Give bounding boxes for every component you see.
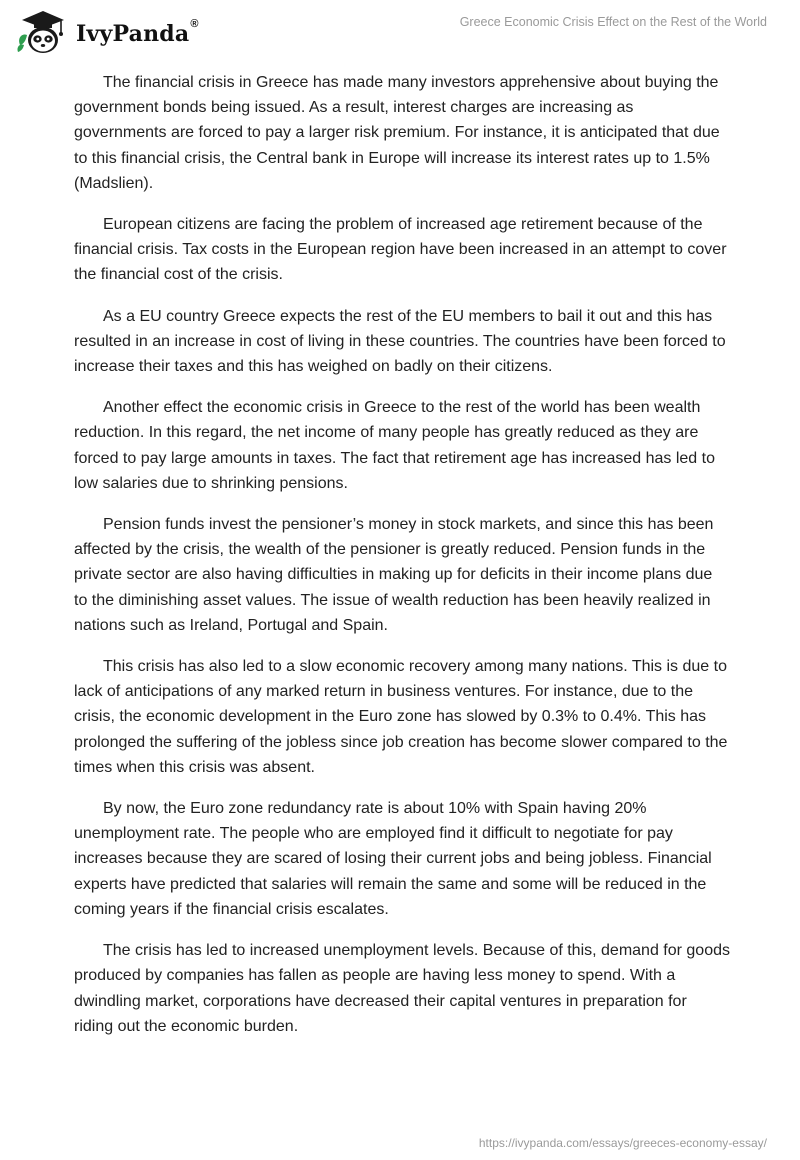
paragraph: This crisis has also led to a slow economic recovery among many nations. This is due to lack of anticipations of any marked return in business ventures. For instance, due to the crisis, the economic development in the Euro zone has slowed by 0.3% to 0.4%. This has prolonged the suffering of the jobless since job creation has become slower compared to the times when this crisis was absent. (74, 658, 728, 776)
brand-name-text: IvyPanda (76, 21, 190, 47)
panda-graduation-cap-icon (14, 8, 72, 56)
paragraph: European citizens are facing the problem of increased age retirement because of the financial crisis. Tax costs in the European region have been increased in an attempt to cover the financial cost of the crisis. (74, 216, 727, 284)
paragraph: Pension funds invest the pensioner’s money in stock markets, and since this has been affected by the crisis, the wealth of the pensioner is greatly reduced. Pension funds in the private sector are also having difficulties in making up for deficits in their income plans due to the diminishing asset values. The issue of wealth reduction has been heavily realized in nations such as Ireland, Portugal and Spain. (74, 516, 714, 634)
registered-mark: ® (190, 18, 199, 30)
document-title: Greece Economic Crisis Effect on the Rest of the World (459, 15, 767, 29)
source-url[interactable]: https://ivypanda.com/essays/greeces-economy-essay/ (478, 1136, 767, 1150)
brand-name (76, 18, 199, 47)
paragraph: The financial crisis in Greece has made many investors apprehensive about buying the government bonds being issued. As a result, interest charges are increasing as governments are forced to pay a larger risk premium. For instance, it is anticipated that due to this financial crisis, the Central bank in Europe will increase its interest rates up to 1.5% (Madslien). (74, 74, 720, 192)
paragraph: By now, the Euro zone redundancy rate is about 10% with Spain having 20% unemployment rate. The people who are employed find it difficult to negotiate for pay increases because they are scared of losing their current jobs and being jobless. Financial experts have predicted that salaries will remain the same and some will be reduced in the coming years if the financial crisis escalates. (74, 800, 712, 918)
paragraph: The crisis has led to increased unemployment levels. Because of this, demand for goods produced by companies has fallen as people are having less money to spend. With a dwindling market, corporations have decreased their capital ventures in preparation for riding out the economic burden. (74, 942, 730, 1035)
paragraph: As a EU country Greece expects the rest of the EU members to bail it out and this has resulted in an increase in cost of living in these countries. The countries have been forced to increase their taxes and this has weighed on badly on their citizens. (74, 307, 726, 376)
brand-logo[interactable] (14, 8, 199, 56)
essay-body (74, 70, 730, 1055)
page-header (0, 0, 800, 60)
paragraph: Another effect the economic crisis in Greece to the rest of the world has been wealth reduction. In this regard, the net income of many people has greatly reduced as they are forced to pay large amounts in taxes. The fact that retirement age has increased has led to low salaries due to shrinking pensions. (74, 399, 715, 492)
